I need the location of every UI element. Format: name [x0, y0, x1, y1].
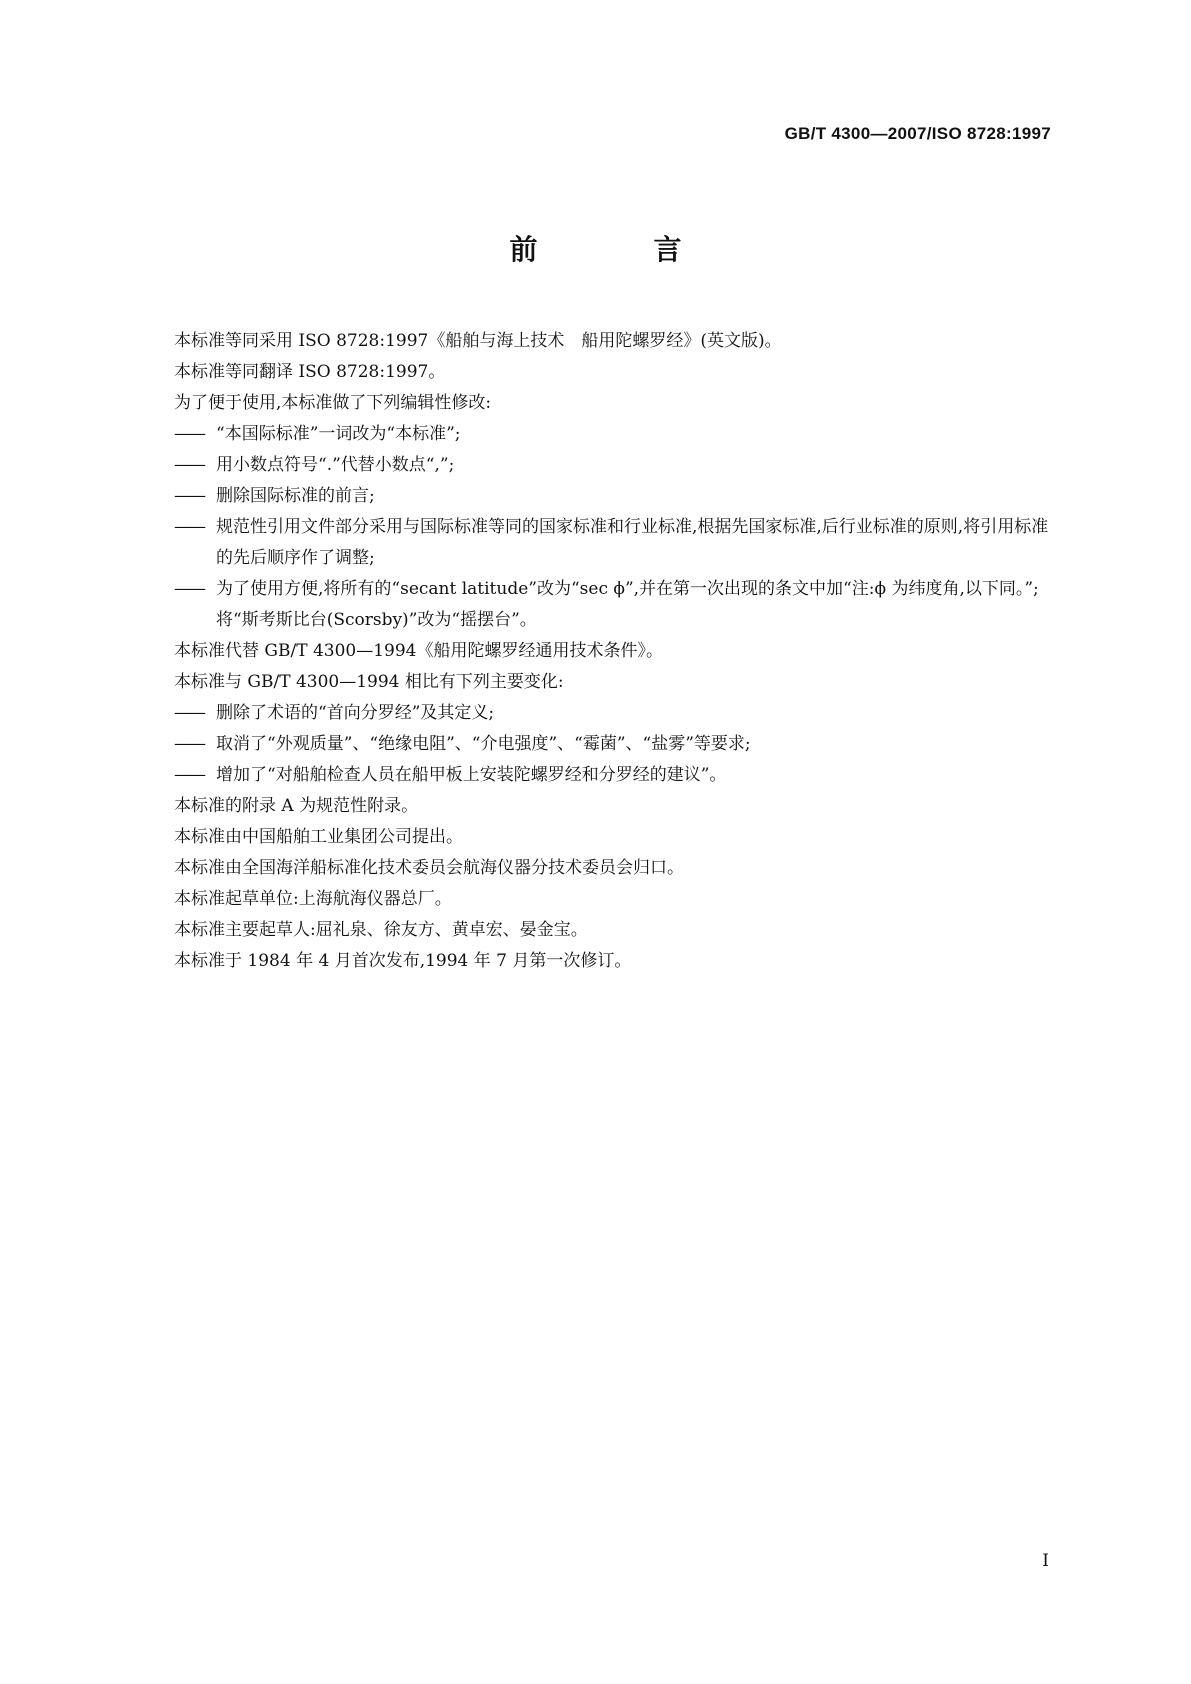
- list-item: [174, 729, 1054, 760]
- dash-mark: ——: [174, 765, 204, 785]
- paragraph-proposed-by: 本标准由中国船舶工业集团公司提出。: [174, 827, 463, 847]
- list-item: [174, 512, 1054, 574]
- list-item: [174, 574, 1054, 636]
- dash-mark: ——: [174, 579, 204, 599]
- list-item-text: 为了使用方便,将所有的“secant latitude”改为“sec ϕ”,并在第一次出现的条文中加“注:ϕ 为纬度角,以下同。”;将“斯考斯比台(Scorsby)”改为“摇摆台”。: [216, 579, 1039, 630]
- page-title: 前 言: [509, 233, 726, 266]
- list-item-text: 用小数点符号“.”代替小数点“,”;: [216, 455, 455, 475]
- list-item: [174, 760, 1054, 791]
- paragraph-annex: 本标准的附录 A 为规范性附录。: [174, 796, 419, 816]
- foreword-body: [174, 326, 1054, 977]
- paragraph-translation: 本标准等同翻译 ISO 8728:1997。: [174, 362, 446, 382]
- list-item-text: 规范性引用文件部分采用与国际标准等同的国家标准和行业标准,根据先国家标准,后行业标准的原则,将引用标准的先后顺序作了调整;: [216, 517, 1049, 568]
- dash-mark: ——: [174, 424, 204, 444]
- list-item: [174, 698, 1054, 729]
- page-number: I: [1042, 1551, 1049, 1571]
- dash-mark: ——: [174, 455, 204, 475]
- paragraph-replaces: 本标准代替 GB/T 4300—1994《船用陀螺罗经通用技术条件》。: [174, 641, 663, 661]
- dash-mark: ——: [174, 486, 204, 506]
- paragraph-editorial-intro: 为了便于使用,本标准做了下列编辑性修改:: [174, 393, 492, 413]
- list-item-text: 删除了术语的“首向分罗经”及其定义;: [216, 703, 495, 723]
- paragraph-changes-intro: 本标准与 GB/T 4300—1994 相比有下列主要变化:: [174, 672, 564, 692]
- dash-mark: ——: [174, 734, 204, 754]
- standard-number-header: GB/T 4300—2007/ISO 8728:1997: [784, 124, 1051, 143]
- paragraph-adoption: 本标准等同采用 ISO 8728:1997《船舶与海上技术 船用陀螺罗经》(英文版)。: [174, 331, 782, 351]
- paragraph-drafting-unit: 本标准起草单位:上海航海仪器总厂。: [174, 889, 452, 909]
- paragraph-under-jurisdiction: 本标准由全国海洋船标准化技术委员会航海仪器分技术委员会归口。: [174, 858, 684, 878]
- list-item: [174, 450, 1054, 481]
- list-item: [174, 419, 1054, 450]
- dash-mark: ——: [174, 703, 204, 723]
- list-item: [174, 481, 1054, 512]
- paragraph-drafters: 本标准主要起草人:屈礼泉、徐友方、黄卓宏、晏金宝。: [174, 920, 588, 940]
- paragraph-history: 本标准于 1984 年 4 月首次发布,1994 年 7 月第一次修订。: [174, 951, 632, 971]
- list-item-text: 取消了“外观质量”、“绝缘电阻”、“介电强度”、“霉菌”、“盐雾”等要求;: [216, 734, 751, 754]
- list-item-text: 增加了“对船舶检查人员在船甲板上安装陀螺罗经和分罗经的建议”。: [216, 765, 727, 785]
- list-item-text: 删除国际标准的前言;: [216, 486, 375, 506]
- dash-mark: ——: [174, 517, 204, 537]
- list-item-text: “本国际标准”一词改为“本标准”;: [216, 424, 461, 444]
